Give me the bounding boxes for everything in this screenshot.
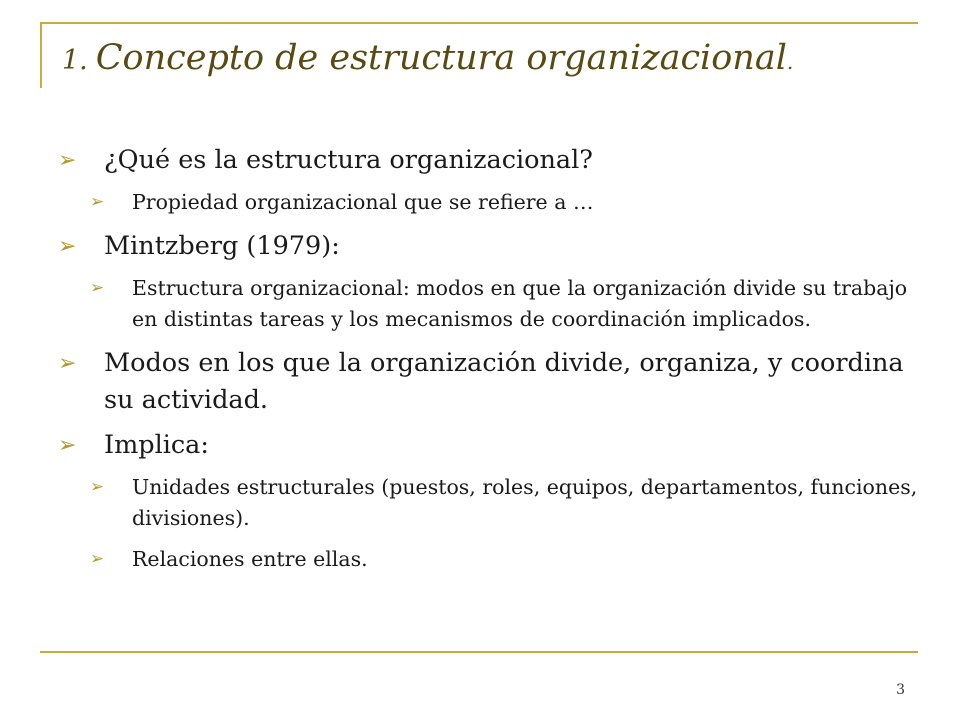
arrowhead-bullet-icon: ➢ — [58, 148, 77, 173]
list-item-text: ¿Qué es la estructura organizacional? — [104, 145, 593, 175]
list-item-text: Modos en los que la organización divide, organiza, y coordina su actividad. — [104, 348, 904, 415]
arrowhead-bullet-icon: ➢ — [58, 433, 77, 458]
page-number: 3 — [896, 682, 905, 698]
list-item — [58, 544, 918, 575]
list-item-text: Propiedad organizacional que se refiere a … — [132, 190, 594, 214]
frame-top-rule — [40, 22, 918, 24]
list-item-text: Relaciones entre ellas. — [132, 547, 368, 571]
list-item — [58, 228, 918, 265]
slide-title — [62, 38, 793, 78]
list-item — [58, 472, 918, 534]
list-item-text: Estructura organizacional: modos en que la organización divide su trabajo en distintas tareas y los mecanismos de coordinación implicados. — [132, 276, 908, 331]
list-item-text: Mintzberg (1979): — [104, 231, 340, 261]
list-item — [58, 273, 918, 335]
title-text: Concepto de estructura organizacional — [95, 38, 787, 78]
list-item — [58, 187, 918, 218]
list-item — [58, 427, 918, 464]
arrowhead-bullet-icon: ➢ — [90, 549, 105, 569]
bullet-list — [58, 142, 918, 585]
arrowhead-bullet-icon: ➢ — [58, 351, 77, 376]
arrowhead-bullet-icon: ➢ — [58, 234, 77, 259]
title-number: 1. — [62, 45, 88, 76]
arrowhead-bullet-icon: ➢ — [90, 477, 105, 497]
title-suffix: . — [786, 50, 794, 74]
list-item — [58, 345, 918, 419]
frame-bottom-rule — [40, 651, 918, 653]
arrowhead-bullet-icon: ➢ — [90, 278, 105, 298]
arrowhead-bullet-icon: ➢ — [90, 192, 105, 212]
list-item-text: Unidades estructurales (puestos, roles, equipos, departamentos, funciones, divisiones). — [132, 475, 918, 530]
list-item — [58, 142, 918, 179]
frame-left-rule — [40, 22, 42, 88]
list-item-text: Implica: — [104, 430, 209, 460]
